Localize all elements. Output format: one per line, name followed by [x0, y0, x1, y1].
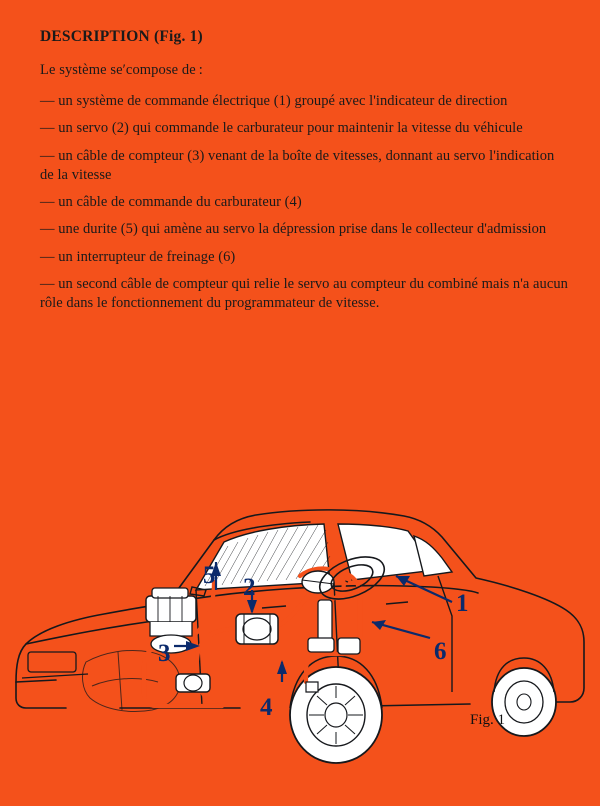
front-wheel	[290, 667, 382, 763]
heading-fig-ref: (Fig. 1)	[153, 28, 203, 45]
list-item: — un câble de compteur (3) venant de la boîte de vitesses, donnant au servo l'indication de la vitesse	[40, 147, 555, 183]
list-item: — un câble de commande du carburateur (4)	[40, 194, 302, 211]
car-diagram-svg	[0, 430, 600, 806]
callout-6: 6	[434, 638, 447, 665]
car-wheels	[290, 656, 556, 763]
lead-paragraph: Le système se′compose de :	[40, 62, 203, 78]
callout-5: 5	[203, 562, 216, 589]
figure-caption: Fig. 1	[470, 712, 506, 728]
front-bumper	[22, 652, 88, 678]
heading-title: DESCRIPTION	[40, 28, 150, 45]
list-item: — un interrupteur de freinage (6)	[40, 248, 236, 265]
servo-unit	[236, 614, 278, 644]
list-item: — un système de commande électrique (1) groupé avec l'indicateur de direction	[40, 93, 508, 109]
callout-3: 3	[158, 640, 171, 667]
list-item: — une durite (5) qui amène au servo la dépression prise dans le collecteur d'admission	[40, 221, 547, 238]
callout-1: 1	[456, 590, 469, 617]
list-item: — un second câble de compteur qui relie le servo au compteur du combiné mais n'a aucun rôle dans le fonctionnement du programmateur de vitesse.	[40, 275, 568, 312]
figure-illustration	[0, 430, 600, 806]
gearbox-speedo-takeoff	[176, 674, 210, 692]
callout-4: 4	[260, 694, 273, 721]
description-text-block	[40, 28, 568, 322]
list-item: — un servo (2) qui commande le carburateur pour maintenir la vitesse du véhicule	[40, 120, 523, 137]
page-title	[40, 28, 568, 46]
callout-2: 2	[243, 574, 256, 601]
